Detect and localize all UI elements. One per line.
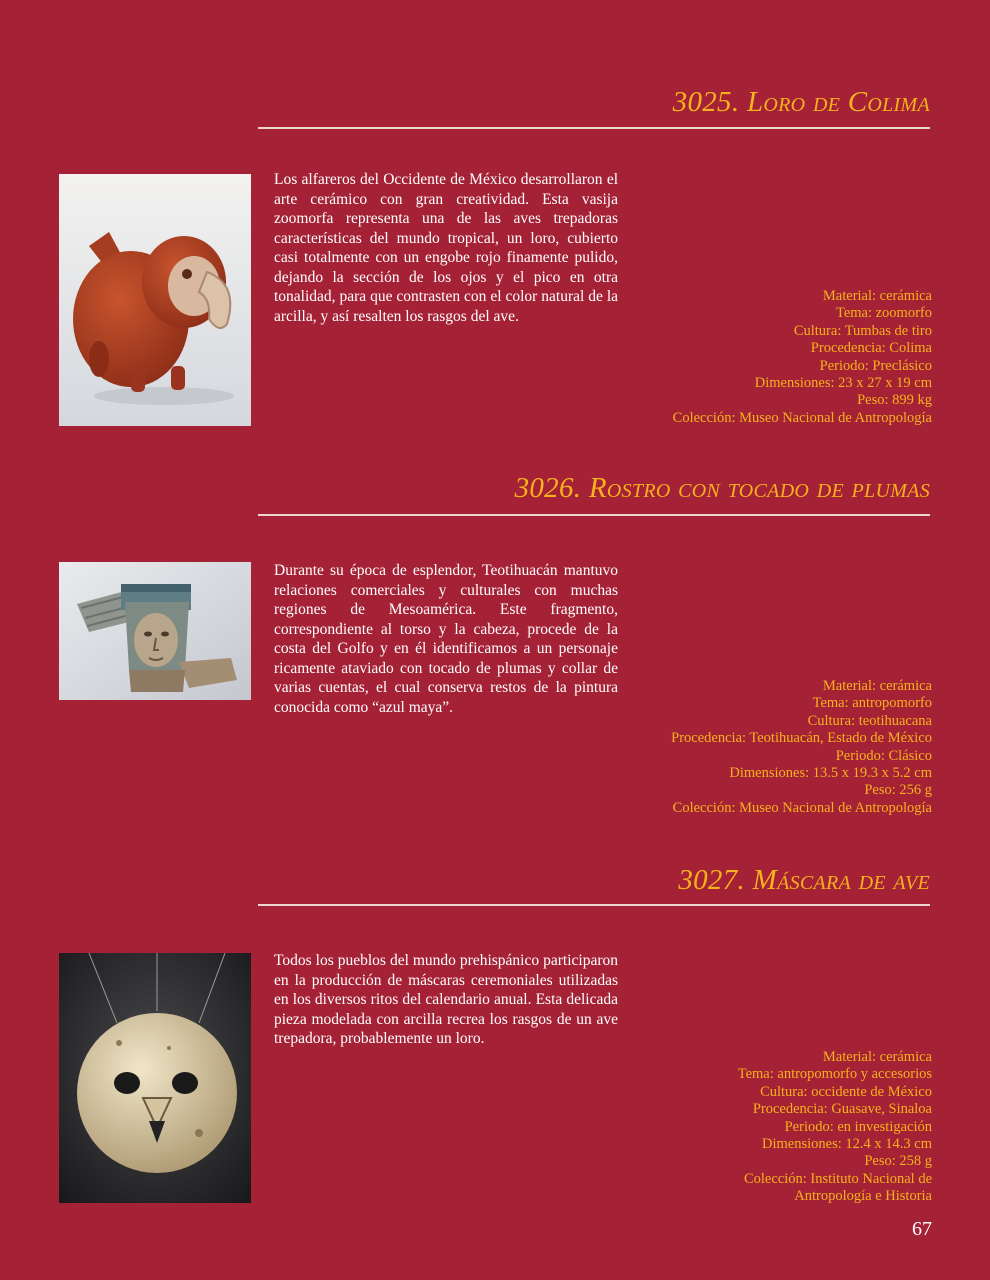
detail-cultura: Cultura: occidente de México (760, 1083, 932, 1100)
entry-details-3025 (632, 288, 932, 427)
bird-mask-photo (59, 953, 251, 1203)
detail-procedencia: Procedencia: Guasave, Sinaloa (752, 1101, 932, 1118)
detail-material: Material: cerámica (822, 1049, 932, 1065)
entry-description-3025: Los alfareros del Occidente de México desarrollaron el arte cerámico con gran creatividad. Esta vasija zoomorfa representa una de las aves trepadoras características del mundo tropical, un loro, cubierto casi totalmente con un engobe rojo finamente pulido, dejando la sección de los ojos y el pico en otra tonalidad, para que contrasten con el color natural de la arcilla, y así resalten los rasgos del ave. (274, 171, 618, 325)
entry-title-3025: 3025. Loro de Colima (672, 86, 930, 118)
detail-coleccion: Colección: Museo Nacional de Antropología (672, 799, 932, 816)
entry-details-3027 (632, 1049, 932, 1206)
detail-procedencia: Procedencia: Colima (810, 340, 932, 357)
detail-dimensiones: Dimensiones: 12.4 x 14.3 cm (762, 1136, 932, 1153)
detail-coleccion-continued: Antropología e Historia (794, 1188, 932, 1205)
entry-title-3027: 3027. Máscara de ave (678, 864, 930, 896)
title-divider (258, 127, 930, 129)
detail-material: Material: cerámica (822, 678, 932, 694)
detail-coleccion: Colección: Museo Nacional de Antropología (672, 409, 932, 426)
title-divider (258, 904, 930, 906)
detail-peso: Peso: 899 kg (857, 392, 932, 409)
detail-dimensiones: Dimensiones: 23 x 27 x 19 cm (754, 375, 932, 392)
parrot-vessel-photo (59, 174, 251, 426)
detail-peso: Peso: 258 g (864, 1153, 932, 1170)
detail-tema: Tema: antropomorfo (812, 695, 932, 712)
detail-cultura: Cultura: Tumbas de tiro (793, 322, 932, 339)
detail-periodo: Periodo: en investigación (784, 1118, 932, 1135)
detail-tema: Tema: antropomorfo y accesorios (737, 1066, 932, 1083)
entry-details-3026 (632, 678, 932, 817)
detail-procedencia: Procedencia: Teotihuacán, Estado de México (671, 730, 932, 747)
entry-description-3027: Todos los pueblos del mundo prehispánico participaron en la producción de máscaras ceremoniales utilizadas en los diversos ritos del calendario anual. Esta delicada pieza modelada con arcilla recrea los rasgos de un ave trepadora, probablemente un loro. (274, 952, 618, 1047)
detail-dimensiones: Dimensiones: 13.5 x 19.3 x 5.2 cm (729, 765, 932, 782)
entry-description-3026: Durante su época de esplendor, Teotihuacán mantuvo relaciones comerciales y culturales con muchas regiones de Mesoamérica. Este fragmento, correspondiente al torso y la cabeza, procede de la costa del Golfo y en él identificamos a un personaje ricamente ataviado con tocado de plumas y collar de varias cuentas, el cual conserva restos de la pintura conocida como “azul maya”. (274, 562, 618, 716)
detail-coleccion: Colección: Instituto Nacional de (743, 1170, 932, 1187)
detail-peso: Peso: 256 g (864, 782, 932, 799)
feathered-headdress-face-photo (59, 562, 251, 700)
detail-periodo: Periodo: Preclásico (819, 357, 932, 374)
detail-tema: Tema: zoomorfo (835, 305, 932, 322)
detail-periodo: Periodo: Clásico (835, 747, 932, 764)
detail-cultura: Cultura: teotihuacana (807, 712, 932, 729)
page-number: 67 (912, 1218, 932, 1240)
entry-title-3026: 3026. Rostro con tocado de plumas (514, 472, 930, 504)
title-divider (258, 514, 930, 516)
detail-material: Material: cerámica (822, 288, 932, 304)
